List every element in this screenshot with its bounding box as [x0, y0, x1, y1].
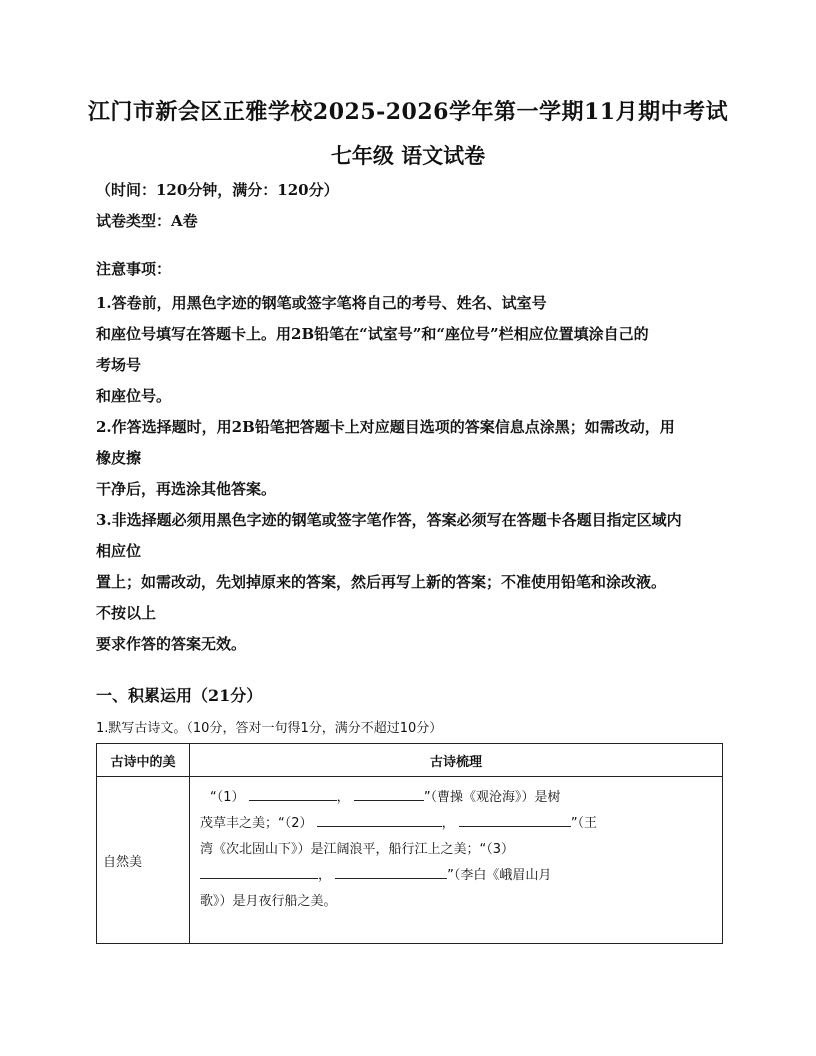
- fill-blank[interactable]: [354, 786, 424, 801]
- answer-text: 歌》）是月夜行船之美。: [200, 894, 337, 909]
- notice-line: 不按以上: [96, 604, 157, 622]
- section-heading: 一、积累运用（21分）: [96, 686, 263, 705]
- question-1-prompt: 1.默写古诗文。（10分，答对一句得1分，满分不超过10分）: [96, 721, 443, 736]
- notice-line: 干净后，再选涂其他答案。: [96, 480, 277, 498]
- answer-line: [200, 837, 712, 863]
- answer-cell: [190, 777, 723, 944]
- notice-line: 橡皮擦: [96, 449, 142, 467]
- answer-text: ”（曹操《观沧海》）是树: [423, 790, 561, 805]
- answer-text: ，: [441, 816, 455, 831]
- table-header-cell: 古诗梳理: [190, 744, 723, 777]
- notice-line: 置上；如需改动，先划掉原来的答案，然后再写上新的答案；不准使用铅笔和涂改液。: [96, 573, 667, 591]
- notice-line: 相应位: [96, 542, 142, 560]
- fill-blank[interactable]: [459, 812, 571, 827]
- fill-blank[interactable]: [317, 812, 442, 827]
- notice-line: 和座位号填写在答题卡上。用2B铅笔在“试室号”和“座位号”栏相应位置填涂自己的: [96, 325, 649, 343]
- answer-line: [200, 785, 712, 811]
- answer-text: ，: [318, 868, 332, 883]
- notice-heading: 注意事项：: [96, 260, 172, 278]
- notice-line: 1.答卷前，用黑色字迹的钢笔或签字笔将自己的考号、姓名、试室号: [96, 294, 547, 312]
- table-row: [97, 777, 723, 944]
- notice-line: 和座位号。: [96, 387, 172, 405]
- answer-text: 湾《次北固山下》）是江阔浪平，船行江上之美；“（3）: [200, 842, 515, 857]
- notice-line: 3.非选择题必须用黑色字迹的钢笔或签字笔作答，答案必须写在答题卡各题目指定区域内: [96, 511, 682, 529]
- time-score-line: （时间：120分钟，满分：120分）: [96, 181, 339, 199]
- answer-line: [200, 889, 712, 915]
- table-header-cell: 古诗中的美: [97, 744, 190, 777]
- poem-table: [96, 743, 723, 944]
- answer-text: ”（王: [570, 816, 598, 831]
- exam-subtitle: 七年级 语文试卷: [330, 143, 486, 168]
- fill-blank[interactable]: [335, 864, 447, 879]
- answer-text: ，: [336, 790, 350, 805]
- answer-text: “（1）: [210, 790, 245, 805]
- notice-line: 要求作答的答案无效。: [96, 635, 247, 653]
- fill-blank[interactable]: [200, 864, 318, 879]
- answer-text: 茂草丰之美；“（2）: [200, 816, 313, 831]
- category-cell: 自然美: [97, 777, 190, 944]
- notice-line: 考场号: [96, 356, 142, 374]
- answer-text: ”（李白《峨眉山月: [447, 868, 552, 883]
- fill-blank[interactable]: [249, 786, 337, 801]
- answer-line: [200, 811, 712, 837]
- notice-line: 2.作答选择题时，用2B铅笔把答题卡上对应题目选项的答案信息点涂黑；如需改动，用: [96, 418, 675, 436]
- exam-title: 江门市新会区正雅学校2025-2026学年第一学期11月期中考试: [87, 99, 729, 125]
- table-header-row: [97, 744, 723, 777]
- answer-line: [200, 863, 712, 889]
- paper-type-line: 试卷类型：A卷: [96, 212, 198, 230]
